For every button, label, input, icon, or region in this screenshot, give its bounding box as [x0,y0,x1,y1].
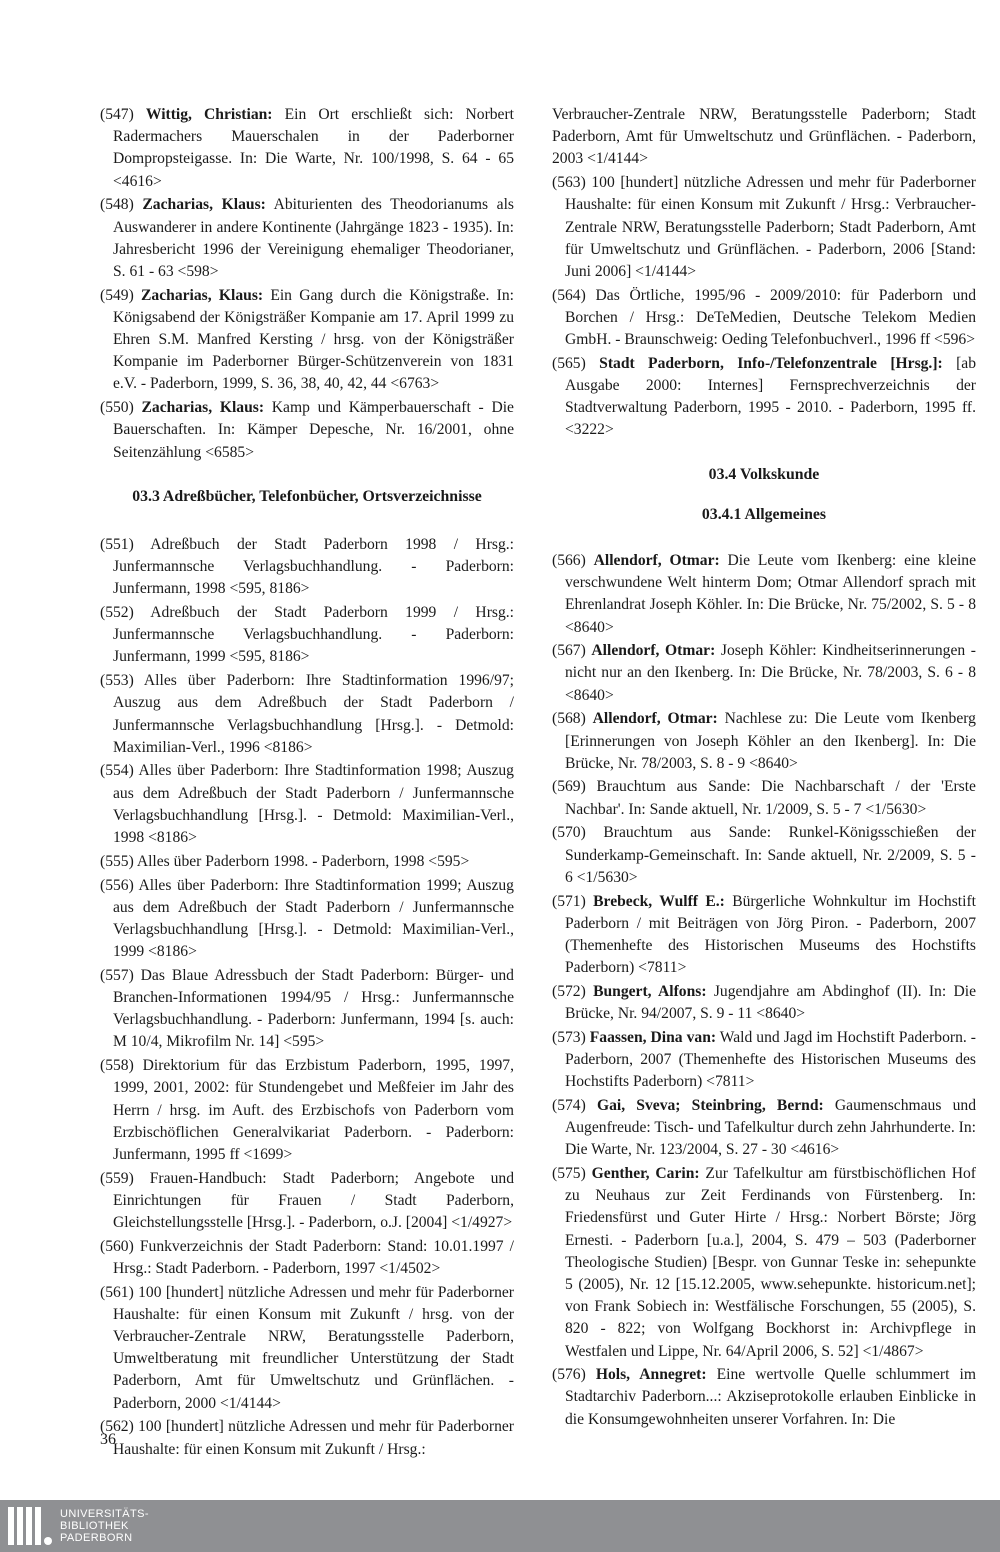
bibliography-entry [100,1168,514,1235]
entry-text: Adreßbuch der Stadt Paderborn 1998 / Hrsg.: Junfermannsche Verlagsbuchhandlung. - Paderborn: Junfermann, 1998 <595, 8186> [113,535,514,598]
bibliography-entry [100,602,514,669]
entry-number: (560) [100,1237,140,1255]
bibliography-entry [100,285,514,396]
bibliography-entry [100,194,514,283]
bibliography-entry [552,1163,976,1363]
entry-number: (575) [552,1164,592,1182]
entry-text: Kamp und Kämperbauerschaft - Die Bauerschaften. In: Kämper Depesche, Nr. 16/2001, ohne Seitenzählung <6585> [113,399,514,461]
entry-text: Gaumenschmaus und Augenfreude: Tisch- und Tafelkultur durch zehn Jahrhunderte. In: Die Warte, Nr. 123/2004, S. 27 - 30 <4616> [565,1096,976,1159]
bibliography-entry [552,172,976,283]
subsection-heading-03-4-1: 03.4.1 Allgemeines [701,505,827,523]
entry-number: (556) [100,876,139,894]
section-heading-03-3: 03.3 Adreßbücher, Telefonbücher, Ortsverzeichnisse [132,487,482,505]
entry-number: (571) [552,892,594,910]
logo-line-1: UNIVERSITÄTS- [60,1508,149,1520]
bibliography-entry [100,1236,514,1280]
entry-number: (557) [100,966,141,984]
bibliography-entry [552,1095,976,1162]
section-heading-03-4: 03.4 Volkskunde [708,465,820,483]
right-entries-part-b [552,550,976,1431]
bibliography-entry [552,1027,976,1094]
bibliography-entry [552,285,976,352]
left-column [100,104,514,1462]
left-entries-part-b [100,534,514,1461]
entry-author: Zacharias, Klaus: [141,399,265,417]
entry-number: (565) [552,354,600,372]
entry-author: Faassen, Dina van: [589,1028,717,1046]
entry-author: Allendorf, Otmar: [593,551,720,569]
page-number: 36 [100,1431,116,1448]
entry-number: (549) [100,286,142,304]
entry-author: Wittig, Christian: [145,106,273,123]
right-entries-part-a [552,104,976,442]
bibliography-entry [552,776,976,820]
entry-text: Direktorium für das Erzbistum Paderborn, 1995, 1997, 1999, 2001, 2002: für Stundengebet und Meßfeier im Jahr des Herrn / hrsg. im Auft. des Erzbischofs von Paderborn vom Erzbischöflichen Generalvikariat Paderborn. - Paderborn: Junfermann, 1995 ff <1699> [113,1057,514,1163]
entry-author: Bungert, Alfons: [593,982,707,1000]
library-logo-text [60,1508,149,1544]
bibliography-entry [100,875,514,964]
bibliography-entry [552,981,976,1025]
entry-author: Gai, Sveva; Steinbring, Bernd: [596,1096,824,1114]
bibliography-entry [552,104,976,171]
entry-text: 100 [hundert] nützliche Adressen und mehr für Paderborner Haushalte: für einen Konsum mit Zukunft / Hrsg.: Verbraucher-Zentrale NRW, Beratungsstelle Paderborn; Stadt Paderborn, Amt für Umweltschutz und Grünflächen. - Paderborn, 2006 [Stand: Juni 2006] <1/4144> [565,174,976,280]
bibliography-entry [552,891,976,980]
entry-number: (567) [552,642,592,660]
entry-text: Bürgerliche Wohnkultur im Hochstift Paderborn / mit Beiträgen von Jörg Piron. - Paderborn, 2007 (Themenhefte des Historischen Museums des Hochstifts Paderborn) <7811> [565,892,976,977]
entry-text: Funkverzeichnis der Stadt Paderborn: Stand: 10.01.1997 / Hrsg.: Stadt Paderborn. - Paderborn, 1997 <1/4502> [113,1237,514,1277]
entry-text: Nachlese zu: Die Leute vom Ikenberg [Erinnerungen von Joseph Köhler an den Ikenberg]. In: Die Brücke, Nr. 78/2003, S. 8 - 9 <8640> [565,710,976,772]
entry-number: (552) [100,604,151,622]
bibliography-entry [100,851,514,873]
bibliography-entry [100,397,514,464]
entry-author: Zacharias, Klaus: [142,196,266,214]
entry-number: (558) [100,1057,143,1075]
entry-text: Abiturienten des Theodorianums als Auswanderer in andere Kontinente (Jahrgänge 1823 - 1935). In: Jahresbericht 1996 der Vereinigung ehemaliger Theodorianer, S. 61 - 63 <598> [113,196,514,280]
entry-text: Wald und Jagd im Hochstift Paderborn. - Paderborn, 2007 (Themenhefte des Historischen Museums des Hochstifts Paderborn) <7811> [565,1028,976,1091]
entry-number: (564) [552,286,596,304]
entry-number: (573) [552,1028,590,1046]
entry-text: Adreßbuch der Stadt Paderborn 1999 / Hrsg.: Junfermannsche Verlagsbuchhandlung. - Paderborn: Junfermann, 1999 <595, 8186> [113,604,514,666]
entry-text: Zur Tafelkultur am fürstbischöflichen Hof zu Neuhaus zur Zeit Ferdinands von Fürstenberg. In: Friedensfürst und Guter Hirte / Hrsg.: Norbert Börste; Jörg Ernesti. - Paderborn [u.a.], 2004, S. 479 – 503 (Paderborner Theologische Studien) [Bespr. von Gunnar Teske in: sehepunkte 5 (2005), Nr. 12 [15.12.2005, www.sehepunkte. historicum.net]; von Frank Sobiech in: Westfälische Forschungen, 55 (2005), S. 820 - 822; von Wolfgang Bockhorst in: Archivpflege in Westfalen und Lippe, Nr. 64/April 2006, S. 52] <1/4867> [565,1164,977,1360]
library-logo-icon [8,1507,52,1545]
bibliography-entry [552,550,976,639]
entry-text: Die Leute vom Ikenberg: eine kleine verschwundene Welt hinterm Dom; Otmar Allendorf sprach mit Ehrenlandrat Joseph Köhler. In: Die Brücke, Nr. 75/2002, S. 5 - 8 <8640> [565,551,977,636]
entry-number: (551) [100,535,151,553]
entry-number: (550) [100,399,142,417]
entry-text: Alles über Paderborn: Ihre Stadtinformation 1996/97; Auszug aus dem Adreßbuch der Stadt Paderborn / Junfermannsche Verlagsbuchhandlung [Hrsg.]. - Detmold: Maximilian-Verl., 1996 <8186> [113,672,514,756]
entry-number: (555) [100,852,137,870]
entry-text: 100 [hundert] nützliche Adressen und mehr für Paderborner Haushalte: für einen Konsum mit Zukunft / hrsg. von der Verbraucher-Zentrale NRW, Beratungsstelle Paderborn, Umweltberatung mit freundlicher Unterstützung der Stadt Paderborn, Amt für Umweltschutz und Grünflächen. - Paderborn, 2000 <1/4144> [113,1283,514,1412]
entry-number: (574) [552,1096,597,1114]
entry-text: Ein Ort erschließt sich: Norbert Radermachers Mauerschalen in der Paderborner Dompropsteigasse. In: Die Warte, Nr. 100/1998, S. 64 - 65 <4616> [113,106,514,190]
entry-number: (572) [552,982,594,1000]
bibliography-entry [100,760,514,849]
entry-text: Brauchtum aus Sande: Runkel-Königsschießen der Sunderkamp-Gemeinschaft. In: Sande aktuell, Nr. 2/2009, S. 5 - 6 <1/5630> [565,824,976,886]
bibliography-entry [552,1364,976,1431]
library-footer-bar [0,1500,1000,1552]
entry-number: (566) [552,551,594,569]
entry-text: Eine wertvolle Quelle schlummert im Stadtarchiv Paderborn...: Akziseprotokolle erlauben Einblicke in die Konsumgewohnheiten unserer Vorfahren. In: Die [565,1366,976,1428]
left-entries-part-a [100,104,514,464]
entry-number: (563) [552,174,592,192]
bibliography-entry [100,1055,514,1166]
bibliography-entry [100,534,514,601]
entry-number: (554) [100,762,139,780]
entry-text: Das Örtliche, 1995/96 - 2009/2010: für Paderborn und Borchen / Hrsg.: DeTeMedien, Deutsche Telekom Medien GmbH. - Braunschweig: Oeding Telefonbuchverl., 1996 ff <596> [565,286,976,349]
entry-text: Frauen-Handbuch: Stadt Paderborn; Angebote und Einrichtungen für Frauen / Stadt Paderborn, Gleichstellungsstelle [Hrsg.]. - Paderborn, o.J. [2004] <1/4927> [113,1169,514,1232]
bibliography-entry [552,822,976,889]
bibliography-entry [100,670,514,759]
bibliography-entry [100,1282,514,1415]
bibliography-entry [552,640,976,707]
entry-author: Stadt Paderborn, Info-/Telefonzentrale [Hrsg.]: [599,354,943,372]
logo-line-3: PADERBORN [60,1532,133,1544]
entry-number: (569) [552,778,597,796]
entry-text: Alles über Paderborn: Ihre Stadtinformation 1999; Auszug aus dem Adreßbuch der Stadt Paderborn / Junfermannsche Verlagsbuchhandlung [Hrsg.]. - Detmold: Maximilian-Verl., 1999 <8186> [113,876,514,961]
entry-number: (576) [552,1366,596,1384]
entry-text: Brauchtum aus Sande: Die Nachbarschaft / der 'Erste Nachbar'. In: Sande aktuell, Nr. 1/2009, S. 5 - 7 <1/5630> [565,778,976,818]
bibliography-entry [552,708,976,775]
bibliography-entry [100,965,514,1054]
entry-text: Joseph Köhler: Kindheitserinnerungen - nicht nur an den Ikenberg. In: Die Brücke, Nr. 78/2003, S. 6 - 8 <8640> [565,642,976,704]
entry-author: Hols, Annegret: [595,1366,707,1384]
bibliography-entry [100,104,514,193]
entry-number: (561) [100,1283,139,1301]
entry-number: (568) [552,710,593,728]
entry-text: Verbraucher-Zentrale NRW, Beratungsstelle Paderborn; Stadt Paderborn, Amt für Umweltschutz und Grünflächen. - Paderborn, 2003 <1/4144> [552,106,976,168]
entry-number: (547) [100,106,146,123]
entry-text: [ab Ausgabe 2000: Internes] Fernsprechverzeichnis der Stadtverwaltung Paderborn, 1995 - 2010. - Paderborn, 1995 ff. <3222> [565,354,976,439]
entry-author: Zacharias, Klaus: [141,286,264,304]
entry-number: (559) [100,1169,150,1187]
logo-line-2: BIBLIOTHEK [60,1520,129,1532]
bibliography-entry [552,353,976,442]
entry-text: 100 [hundert] nützliche Adressen und mehr für Paderborner Haushalte: für einen Konsum mit Zukunft / Hrsg.: [113,1418,514,1458]
entry-number: (553) [100,672,144,690]
entry-author: Brebeck, Wulff E.: [593,892,725,910]
entry-author: Genther, Carin: [591,1164,700,1182]
entry-text: Ein Gang durch die Königstraße. In: Königsabend der Königsträßer Kompanie am 17. April 1999 zu Ehren S.M. Manfred Kersting / hrsg. von der Königsträßer Kompanie im Paderborner Bürger-Schützenverein von 1831 e.V. - Paderborn, 1999, S. 36, 38, 40, 42, 44 <6763> [113,286,514,393]
right-column [552,104,976,1432]
bibliography-entry [100,1416,514,1460]
entry-text: Das Blaue Adressbuch der Stadt Paderborn: Bürger- und Branchen-Informationen 1994/95 / Hrsg.: Junfermannsche Verlagsbuchhandlung. - Paderborn: Junfermann, 1994 [s. auch: M 10/4, Mikrofilm Nr. 14] <595> [113,966,514,1051]
entry-number: (562) [100,1418,139,1436]
entry-text: Alles über Paderborn 1998. - Paderborn, 1998 <595> [136,852,470,870]
entry-number: (548) [100,196,143,214]
entry-author: Allendorf, Otmar: [592,710,718,728]
entry-text: Alles über Paderborn: Ihre Stadtinformation 1998; Auszug aus dem Adreßbuch der Stadt Paderborn / Junfermannsche Verlagsbuchhandlung [Hrsg.]. - Detmold: Maximilian-Verl., 1998 <8186> [113,762,514,847]
entry-author: Allendorf, Otmar: [591,642,716,660]
entry-text: Jugendjahre am Abdinghof (II). In: Die Brücke, Nr. 94/2007, S. 9 - 11 <8640> [565,982,976,1023]
entry-number: (570) [552,824,604,842]
